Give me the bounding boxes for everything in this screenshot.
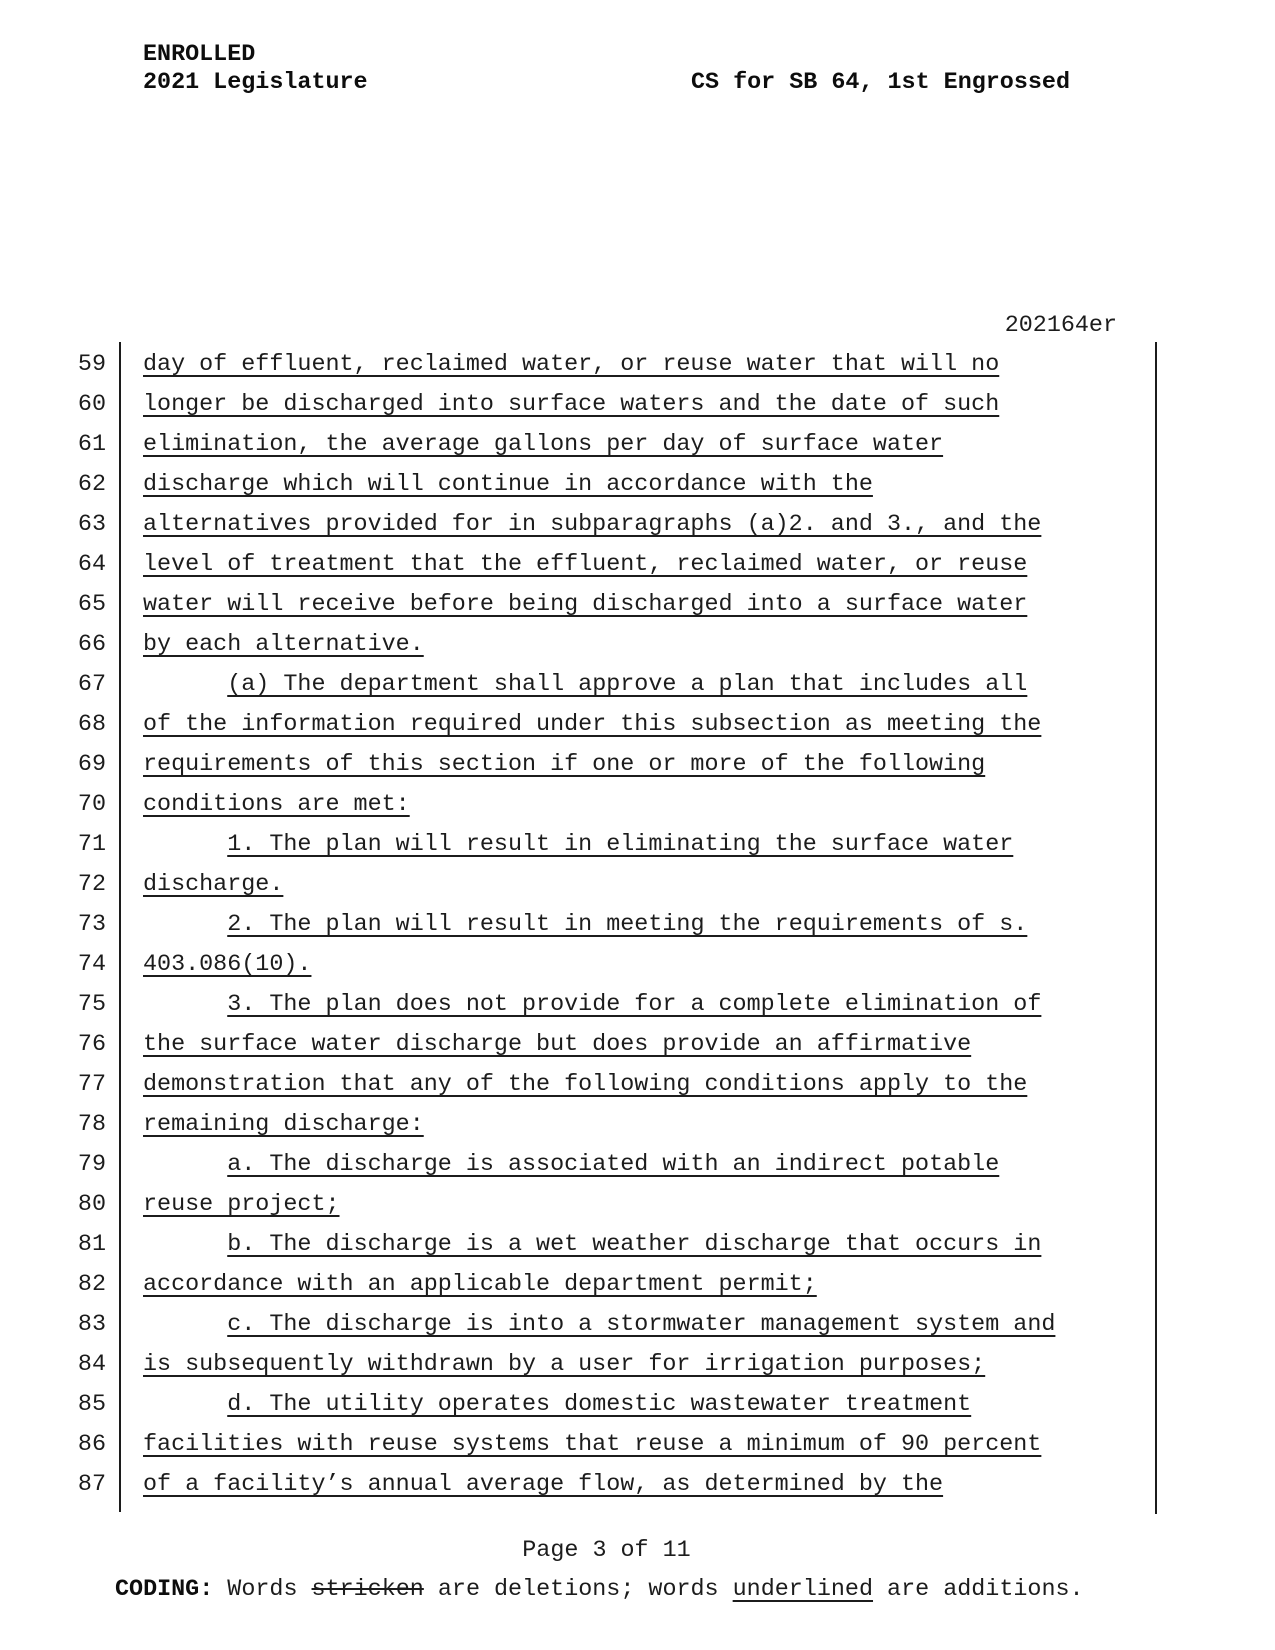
line-content: discharge which will continue in accordance with the bbox=[143, 472, 873, 498]
line-content: accordance with an applicable department permit; bbox=[143, 1272, 817, 1298]
line-number: 79 bbox=[77, 1152, 106, 1178]
line-content: level of treatment that the effluent, reclaimed water, or reuse bbox=[143, 552, 1028, 578]
line-text bbox=[143, 1385, 971, 1425]
line-text bbox=[143, 465, 873, 505]
line-text bbox=[143, 1425, 1041, 1465]
document-line bbox=[0, 1145, 1275, 1185]
line-text bbox=[143, 945, 311, 985]
line-number: 62 bbox=[77, 472, 106, 498]
line-text bbox=[143, 1265, 817, 1305]
document-code: 202164er bbox=[1004, 313, 1117, 339]
document-line bbox=[0, 705, 1275, 745]
line-content: demonstration that any of the following conditions apply to the bbox=[143, 1072, 1028, 1098]
line-text bbox=[143, 625, 424, 665]
document-line bbox=[0, 825, 1275, 865]
coding-label: CODING: bbox=[115, 1577, 214, 1603]
document-line bbox=[0, 1425, 1275, 1465]
line-text bbox=[143, 705, 1041, 745]
bill-title: CS for SB 64, 1st Engrossed bbox=[691, 70, 1070, 96]
line-indent bbox=[143, 1392, 227, 1418]
line-text bbox=[143, 905, 1027, 945]
line-content: the surface water discharge but does provide an affirmative bbox=[143, 1032, 972, 1058]
line-number: 77 bbox=[77, 1072, 106, 1098]
line-text bbox=[143, 1185, 340, 1225]
line-content: discharge. bbox=[143, 872, 284, 898]
document-line bbox=[0, 905, 1275, 945]
line-text bbox=[143, 985, 1041, 1025]
line-number: 65 bbox=[77, 592, 106, 618]
line-indent bbox=[143, 672, 227, 698]
document-line bbox=[0, 345, 1275, 385]
line-number: 66 bbox=[77, 632, 106, 658]
line-content: facilities with reuse systems that reuse a minimum of 90 percent bbox=[143, 1432, 1042, 1458]
underlined-example: underlined bbox=[732, 1577, 874, 1603]
coding-text: Words bbox=[213, 1577, 312, 1603]
line-content: requirements of this section if one or more of the following bbox=[143, 752, 986, 778]
line-number: 64 bbox=[77, 552, 106, 578]
line-content: 3. The plan does not provide for a complete elimination of bbox=[227, 992, 1042, 1018]
line-content: c. The discharge is into a stormwater management system and bbox=[227, 1312, 1056, 1338]
document-line bbox=[0, 1465, 1275, 1505]
line-text bbox=[143, 745, 985, 785]
document-line bbox=[0, 745, 1275, 785]
line-text bbox=[143, 1145, 999, 1185]
line-number: 60 bbox=[77, 392, 106, 418]
document-line bbox=[0, 465, 1275, 505]
line-number: 61 bbox=[77, 432, 106, 458]
line-content: longer be discharged into surface waters and the date of such bbox=[143, 392, 1000, 418]
coding-text: are additions. bbox=[873, 1577, 1084, 1603]
line-number: 59 bbox=[77, 352, 106, 378]
document-line bbox=[0, 625, 1275, 665]
line-text bbox=[143, 505, 1041, 545]
line-content: d. The utility operates domestic wastewater treatment bbox=[227, 1392, 972, 1418]
document-line bbox=[0, 1185, 1275, 1225]
line-number: 76 bbox=[77, 1032, 106, 1058]
line-text bbox=[143, 825, 1013, 865]
line-content: b. The discharge is a wet weather discharge that occurs in bbox=[227, 1232, 1042, 1258]
line-number: 70 bbox=[77, 792, 106, 818]
line-text bbox=[143, 1465, 943, 1505]
document-line bbox=[0, 1225, 1275, 1265]
line-text bbox=[143, 665, 1027, 705]
legislature-session: 2021 Legislature bbox=[143, 70, 368, 96]
line-content: by each alternative. bbox=[143, 632, 424, 658]
line-text bbox=[143, 585, 1027, 625]
document-line bbox=[0, 505, 1275, 545]
line-number: 81 bbox=[77, 1232, 106, 1258]
document-line bbox=[0, 1305, 1275, 1345]
page-indicator: Page 3 of 11 bbox=[522, 1538, 691, 1564]
line-content: conditions are met: bbox=[143, 792, 410, 818]
line-content: reuse project; bbox=[143, 1192, 340, 1218]
line-content: alternatives provided for in subparagraphs (a)2. and 3., and the bbox=[143, 512, 1042, 538]
document-line bbox=[0, 425, 1275, 465]
document-body bbox=[0, 345, 1275, 1505]
line-text bbox=[143, 1105, 424, 1145]
line-content: of the information required under this subsection as meeting the bbox=[143, 712, 1042, 738]
line-content: elimination, the average gallons per day of surface water bbox=[143, 432, 944, 458]
line-content: 403.086(10). bbox=[143, 952, 312, 978]
line-number: 71 bbox=[77, 832, 106, 858]
line-indent bbox=[143, 992, 227, 1018]
line-text bbox=[143, 545, 1027, 585]
line-text bbox=[143, 1345, 985, 1385]
coding-text: are deletions; words bbox=[423, 1577, 733, 1603]
line-text bbox=[143, 1305, 1055, 1345]
line-number: 67 bbox=[77, 672, 106, 698]
line-content: (a) The department shall approve a plan that includes all bbox=[227, 672, 1028, 698]
line-text bbox=[143, 865, 283, 905]
line-number: 63 bbox=[77, 512, 106, 538]
line-number: 72 bbox=[77, 872, 106, 898]
document-line bbox=[0, 985, 1275, 1025]
line-content: 2. The plan will result in meeting the requirements of s. bbox=[227, 912, 1028, 938]
document-line bbox=[0, 545, 1275, 585]
line-indent bbox=[143, 832, 227, 858]
line-number: 69 bbox=[77, 752, 106, 778]
document-line bbox=[0, 1105, 1275, 1145]
document-line bbox=[0, 1345, 1275, 1385]
line-text bbox=[143, 345, 999, 385]
line-indent bbox=[143, 1312, 227, 1338]
document-line bbox=[0, 1025, 1275, 1065]
line-text bbox=[143, 1025, 971, 1065]
document-line bbox=[0, 665, 1275, 705]
line-content: of a facility’s annual average flow, as determined by the bbox=[143, 1472, 944, 1498]
line-text bbox=[143, 785, 410, 825]
line-number: 85 bbox=[77, 1392, 106, 1418]
line-number: 87 bbox=[77, 1472, 106, 1498]
line-number: 74 bbox=[77, 952, 106, 978]
line-text bbox=[143, 1225, 1041, 1265]
document-line bbox=[0, 865, 1275, 905]
line-indent bbox=[143, 1152, 227, 1178]
line-text bbox=[143, 385, 999, 425]
line-number: 78 bbox=[77, 1112, 106, 1138]
line-content: 1. The plan will result in eliminating the surface water bbox=[227, 832, 1014, 858]
line-content: a. The discharge is associated with an indirect potable bbox=[227, 1152, 1000, 1178]
document-line bbox=[0, 1065, 1275, 1105]
line-number: 82 bbox=[77, 1272, 106, 1298]
enrolled-status: ENROLLED bbox=[143, 42, 256, 68]
line-indent bbox=[143, 912, 227, 938]
line-number: 75 bbox=[77, 992, 106, 1018]
document-line bbox=[0, 1265, 1275, 1305]
line-number: 73 bbox=[77, 912, 106, 938]
document-line bbox=[0, 1385, 1275, 1425]
document-line bbox=[0, 945, 1275, 985]
line-number: 80 bbox=[77, 1192, 106, 1218]
line-number: 68 bbox=[77, 712, 106, 738]
line-content: is subsequently withdrawn by a user for irrigation purposes; bbox=[143, 1352, 986, 1378]
line-number: 86 bbox=[77, 1432, 106, 1458]
document-line bbox=[0, 385, 1275, 425]
line-text bbox=[143, 425, 943, 465]
document-line bbox=[0, 585, 1275, 625]
stricken-example: stricken bbox=[311, 1577, 424, 1603]
document-line bbox=[0, 785, 1275, 825]
line-text bbox=[143, 1065, 1027, 1105]
line-number: 83 bbox=[77, 1312, 106, 1338]
line-indent bbox=[143, 1232, 227, 1258]
coding-legend bbox=[115, 1577, 1084, 1603]
line-content: water will receive before being discharged into a surface water bbox=[143, 592, 1028, 618]
line-content: remaining discharge: bbox=[143, 1112, 424, 1138]
line-number: 84 bbox=[77, 1352, 106, 1378]
line-content: day of effluent, reclaimed water, or reuse water that will no bbox=[143, 352, 1000, 378]
